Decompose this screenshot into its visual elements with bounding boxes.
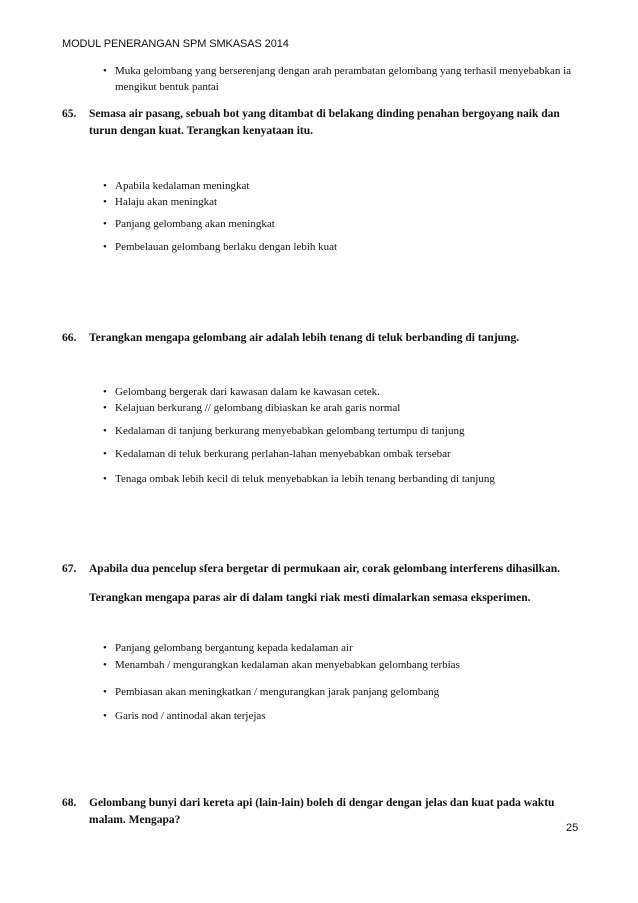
question-number: 68. <box>62 797 77 809</box>
answer-text: Menambah / mengurangkan kedalaman akan menyebabkan gelombang terbias <box>115 659 460 671</box>
question-text: Gelombang bunyi dari kereta api (lain-lain) boleh di dengar dengan jelas dan kuat pada waktu malam. Mengapa? <box>89 797 555 826</box>
answer-text: Panjang gelombang akan meningkat <box>115 218 275 230</box>
list-item <box>103 63 573 95</box>
answer-text: Kelajuan berkurang // gelombang dibiaskan ke arah garis normal <box>115 402 401 414</box>
question-subtext: Terangkan mengapa paras air di dalam tangki riak mesti dimalarkan semasa eksperimen. <box>89 592 531 604</box>
list-item <box>103 423 573 439</box>
answer-text: Muka gelombang yang berserenjang dengan arah perambatan gelombang yang terhasil menyebabkan ia mengikut bentuk pantai <box>115 65 572 93</box>
question-text: Semasa air pasang, sebuah bot yang ditambat di belakang dinding penahan bergoyang naik dan turun dengan kuat. Terangkan kenyataan itu. <box>89 108 560 137</box>
bullet-icon: • <box>103 425 107 437</box>
bullet-icon: • <box>103 196 107 208</box>
bullet-icon: • <box>103 448 107 460</box>
bullet-icon: • <box>103 402 107 414</box>
list-item <box>103 178 573 194</box>
answer-text: Pembiasan akan meningkatkan / mengurangkan jarak panjang gelombang <box>115 686 440 698</box>
question-number: 66. <box>62 332 77 344</box>
answer-text: Pembelauan gelombang berlaku dengan lebih kuat <box>115 241 338 253</box>
page-number: 25 <box>566 822 579 834</box>
bullet-icon: • <box>103 386 107 398</box>
question-67 <box>62 561 578 578</box>
question-68 <box>62 795 578 829</box>
question-65 <box>62 106 578 140</box>
question-text: Terangkan mengapa gelombang air adalah lebih tenang di teluk berbanding di tanjung. <box>89 332 520 344</box>
list-item <box>103 194 573 210</box>
bullet-icon: • <box>103 65 107 77</box>
list-item <box>103 640 573 656</box>
page-header: MODUL PENERANGAN SPM SMKASAS 2014 <box>62 38 289 50</box>
bullet-icon: • <box>103 473 107 485</box>
answer-text: Kedalaman di teluk berkurang perlahan-lahan menyebabkan ombak tersebar <box>115 448 451 460</box>
answer-text: Tenaga ombak lebih kecil di teluk menyebabkan ia lebih tenang berbanding di tanjung <box>115 473 495 485</box>
question-number: 65. <box>62 108 77 120</box>
answer-text: Garis nod / antinodal akan terjejas <box>115 710 266 722</box>
bullet-icon: • <box>103 642 107 654</box>
answer-text: Halaju akan meningkat <box>115 196 218 208</box>
list-item <box>103 708 573 724</box>
question-67-subtext <box>62 590 578 607</box>
question-number: 67. <box>62 563 77 575</box>
bullet-icon: • <box>103 180 107 192</box>
answer-text: Kedalaman di tanjung berkurang menyebabkan gelombang tertumpu di tanjung <box>115 425 465 437</box>
bullet-icon: • <box>103 710 107 722</box>
list-item <box>103 657 573 673</box>
list-item <box>103 216 573 232</box>
answer-text: Panjang gelombang bergantung kepada kedalaman air <box>115 642 353 654</box>
list-item <box>103 471 573 487</box>
list-item <box>103 384 573 400</box>
list-item <box>103 239 573 255</box>
answer-text: Apabila kedalaman meningkat <box>115 180 250 192</box>
question-66 <box>62 330 578 347</box>
bullet-icon: • <box>103 659 107 671</box>
bullet-icon: • <box>103 686 107 698</box>
list-item <box>103 400 573 416</box>
list-item <box>103 446 573 462</box>
answer-text: Gelombang bergerak dari kawasan dalam ke kawasan cetek. <box>115 386 380 398</box>
bullet-icon: • <box>103 241 107 253</box>
question-text: Apabila dua pencelup sfera bergetar di permukaan air, corak gelombang interferens dihasilkan. <box>89 563 561 575</box>
list-item <box>103 684 573 700</box>
bullet-icon: • <box>103 218 107 230</box>
